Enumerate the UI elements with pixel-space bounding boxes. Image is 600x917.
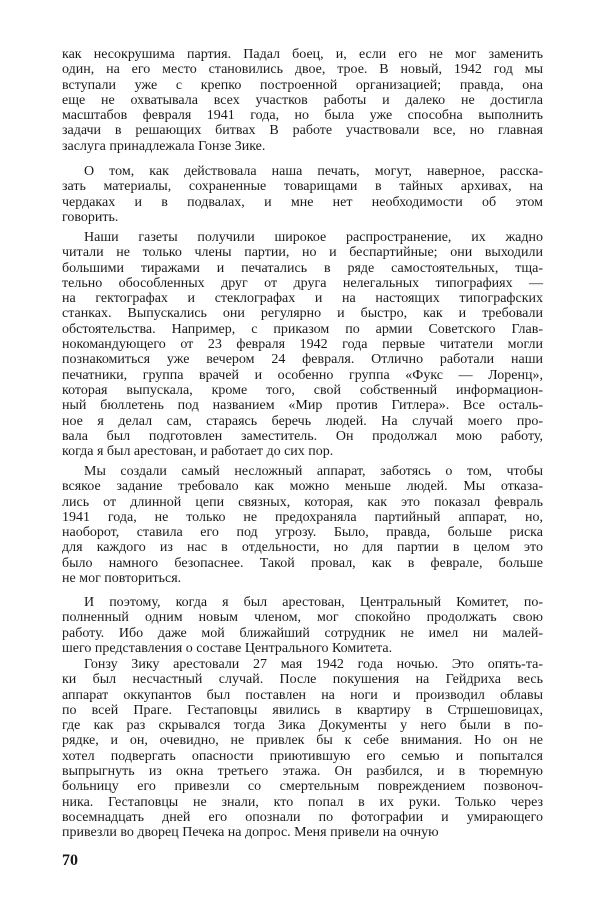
text-line: для каждого из нас в отдельности, но для партии в целом это	[62, 540, 543, 556]
paragraph-4	[62, 464, 543, 586]
text-line: когда я был арестован, и работает до сих пор.	[62, 444, 334, 460]
text-line: ника. Гестаповцы не знали, кто попал в их руки. Только через	[62, 794, 543, 810]
text-line: рядке, и он, очевидно, не привлек бы к себе внимания. Но он не	[62, 733, 543, 749]
text-line: печатники, группа врачей и особенно группа «Фукс — Лоренц»,	[62, 367, 543, 383]
paragraph-6	[62, 657, 543, 841]
text-line: как несокрушима партия. Падал боец, и, если его не мог заменить	[62, 47, 543, 62]
text-line: которая выпускала, кроме того, свой собственный информацион-	[62, 382, 543, 398]
text-line: чердаках и в подвалах, и мне нет необходимости об этом	[62, 194, 543, 210]
text-line: привезли во дворец Печека на допрос. Меня привели на очную	[62, 825, 439, 841]
text-line: 1941 года, не только не предохраняла партийный аппарат, но,	[62, 509, 543, 525]
paragraph-2	[62, 164, 543, 225]
text-line: наоборот, ставила его под угрозу. Было, правда, больше риска	[62, 525, 543, 541]
text-line: выпрыгнуть из окна третьего этажа. Он разбился, и в тюремную	[62, 764, 543, 780]
text-line: еще не охватывала всех участков работы и далеко не достигла	[62, 92, 543, 108]
text-line: О том, как действовала наша печать, могут, наверное, расска-	[84, 164, 543, 179]
text-line: тельно обособленных друг от друга нелегальных типографиях —	[62, 275, 543, 291]
paragraph-3	[62, 230, 543, 459]
text-line: нокомандующего от 23 февраля 1942 года первые читатели могли	[62, 337, 543, 353]
text-line: на гектографах и стеклографах и на настоящих типографских	[62, 291, 543, 307]
text-line: где как раз скрывался тогда Зика Документы у него были в по-	[62, 718, 543, 734]
text-line: ное я делал сам, стараясь беречь людей. На случай моего про-	[62, 413, 543, 429]
text-line: лись от длинной цепи связных, которая, как это показал февраль	[62, 494, 543, 510]
text-line: Гонзу Зику арестовали 27 мая 1942 года ночью. Это опять-та-	[84, 657, 543, 672]
text-line: заслуга принадлежала Гонзе Зике.	[62, 138, 266, 154]
page-number: 70	[62, 852, 78, 869]
text-line: говорить.	[62, 209, 119, 225]
text-line: ки был несчастный случай. После покушения на Гейдриха весь	[62, 672, 543, 688]
text-line: обстоятельства. Например, с приказом по армии Советского Глав-	[62, 321, 543, 337]
text-line: работу. Ибо даже мой ближайший сотрудник не имел ни малей-	[62, 625, 543, 641]
paragraph-5	[62, 595, 543, 656]
paragraph-1	[62, 47, 543, 154]
text-line: станках. Выпускались они регулярно и быстро, как и требовали	[62, 306, 543, 322]
text-line: читали не только члены партии, но и беспартийные; они выходили	[62, 245, 543, 261]
text-line: вала был подготовлен заместитель. Он продолжал мою работу,	[62, 428, 543, 444]
text-line: ный бюллетень под названием «Мир против Гитлера». Все осталь-	[62, 398, 543, 414]
text-line: больницу его привезли со смертельным повреждением позвоноч-	[62, 779, 543, 795]
text-line: не мог повториться.	[62, 571, 182, 587]
text-line: шего представления о составе Центрального Комитета.	[62, 640, 393, 656]
text-line: было намного безопаснее. Такой провал, как в феврале, больше	[62, 555, 543, 571]
text-line: зать материалы, сохраненные товарищами в тайных архивах, на	[62, 179, 543, 195]
text-line: полненный одним новым членом, мог спокойно продолжать свою	[62, 610, 543, 626]
text-line: восемнадцать дней его опознали по фотографии и умирающего	[62, 809, 543, 825]
text-line: Мы создали самый несложный аппарат, заботясь о том, чтобы	[84, 464, 543, 479]
text-line: большими тиражами и печатались в ряде самостоятельных, тща-	[62, 260, 543, 276]
text-line: И поэтому, когда я был арестован, Центральный Комитет, по-	[84, 595, 543, 610]
text-line: аппарат оккупантов был поставлен на ноги и производил облавы	[62, 687, 543, 703]
text-line: хотел подвергать опасности приютившую его семью и попытался	[62, 748, 543, 764]
text-line: всякое задание требовало как можно меньше людей. Мы отказа-	[62, 479, 543, 495]
text-line: масштабов февраля 1941 года, но была уже способна выполнить	[62, 108, 543, 124]
text-line: по всей Праге. Гестаповцы явились в квартиру в Стршешовицах,	[62, 702, 543, 718]
text-line: вступали уже с крепко построенной организацией; правда, она	[62, 77, 543, 93]
text-line: задачи в решающих битвах В работе участвовали все, но главная	[62, 123, 543, 139]
text-line: один, на его место становились двое, трое. В новый, 1942 год мы	[62, 62, 543, 78]
text-line: познакомиться уже вечером 24 февраля. Отлично работали наши	[62, 352, 543, 368]
text-line: Наши газеты получили широкое распространение, их жадно	[84, 230, 543, 245]
